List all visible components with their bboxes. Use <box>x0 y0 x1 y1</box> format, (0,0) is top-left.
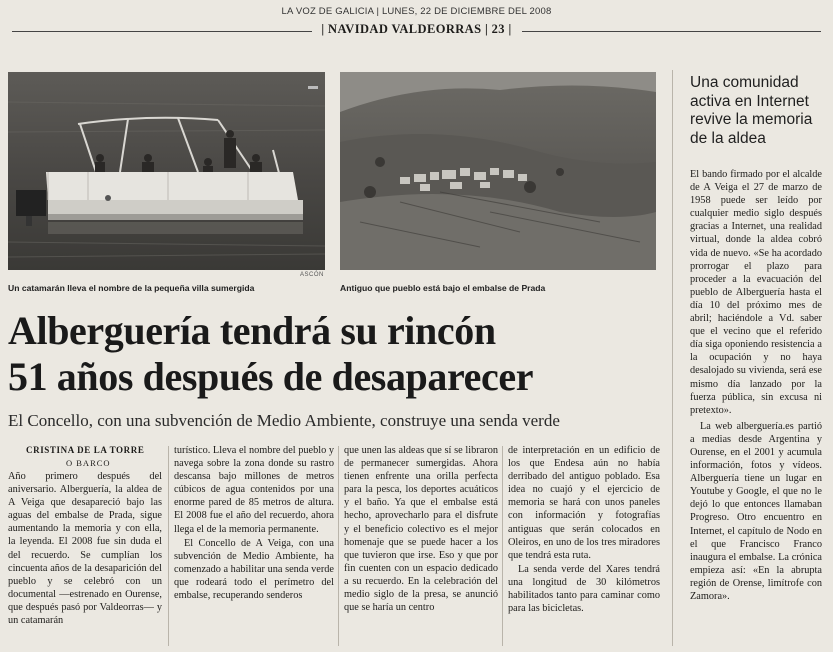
paragraph: La senda verde del Xares tendrá una longitud de 30 kilómetros habilitados tanto para caminar como para las bicicletas. <box>508 563 660 615</box>
byline-author: CRISTINA DE LA TORRE <box>26 445 145 455</box>
section-label: | NAVIDAD VALDEORRAS | 23 | <box>315 22 517 36</box>
paragraph: que unen las aldeas que sí se libraron de permanecer sumergidas. Ahora tienen enfrente una orilla perfecta para la pesca, los deportes acuáticos y el baño. Ya que el embalse está hecho, aprovecharlo para el disfrute y el beneficio colectivo es el mejor homenaje que se puede hacer a los que tuvieron que irse. Eso y que por fin cuenten con un espacio dedicado a su recuerdo. En la celebración del medio siglo de la presa, se anunció que se haría un centro <box>344 445 498 614</box>
photo-credit: ASCÓN <box>300 272 324 278</box>
section-header <box>0 22 833 40</box>
column-divider <box>338 446 339 646</box>
article-column-4 <box>508 444 660 616</box>
paragraph: de interpretación en un edificio de los que Endesa aún no había derribado del antiguo poblado. Esa idea no cuajó y el ejercicio de memoria se hará con unos paneles con información y fotografías antiguas que serán colocados en Oleiros, en uno de los tres miradores que tendrá esta ruta. <box>508 445 660 561</box>
sidebar-title: Una comunidad activa en Internet revive la memoria de la aldea <box>690 74 813 147</box>
photo-caption-catamaran: Un catamarán lleva el nombre de la pequeña villa sumergida <box>8 283 255 293</box>
photo-caption-village: Antiguo que pueblo está bajo el embalse de Prada <box>340 283 546 293</box>
headline-line-1: Alberguería tendrá su rincón <box>8 308 496 353</box>
paragraph: Año primero después del aniversario. Alberguería, la aldea de A Veiga que desapareció bajo las aguas del embalse de Prada, sigue aumentando la memoria y con ella, la leyenda. El 2008 fue sin duda el del recuerdo. Se cumplían los cincuenta años de la desaparición del pueblo y se celebró con un documental —estrenado en Ourense, que después pasó por Valdeorras— y un catamarán <box>8 471 162 627</box>
article-column-2 <box>174 444 334 603</box>
paragraph: El Concello de A Veiga, con una subvención de Medio Ambiente, ha comenzado a habilitar una senda verde que rodeará todo el perímetro del embalse, recuperando senderos <box>174 537 334 602</box>
subhead: El Concello, con una subvención de Medio Ambiente, construye una senda verde <box>8 411 560 430</box>
masthead: LA VOZ DE GALICIA | LUNES, 22 DE DICIEMBRE DEL 2008 <box>281 6 552 17</box>
sidebar-divider <box>672 70 673 646</box>
article-column-1 <box>8 470 162 628</box>
paragraph: La web alberguería.es partió a medias desde Argentina y Ourense, en el 2001 y acumula información, fotos y vídeos. Alberguería tiene un lugar en Youtube y Google, el que no le dejó lo que entonces llamaban Progreso. Otro encuentro en Internet, el capítulo de Nodo en el que Francisco Franco inaugura el embalse. La crónica empieza así: «En la abrupta región de Orense, limítrofe con Zamora». <box>690 420 822 602</box>
sidebar-body <box>690 168 822 606</box>
byline-place: O BARCO <box>66 458 111 468</box>
catamaran-photo <box>8 72 325 270</box>
article-column-3 <box>344 444 498 615</box>
paragraph: turístico. Lleva el nombre del pueblo y navega sobre la zona donde su rastro descansa bajo millones de metros cúbicos de agua contenidos por una enorme pared de 85 metros de altura. El 2008 fue el año del recuerdo, ahora llega el de la memoria permanente. <box>174 445 334 535</box>
column-divider <box>502 446 503 646</box>
village-photo <box>340 72 656 270</box>
headline-line-2: 51 años después de desaparecer <box>8 354 534 399</box>
column-divider <box>168 446 169 646</box>
paragraph: El bando firmado por el alcalde de A Veiga el 27 de marzo de 1958 puede ser leído por cualquier medio siglo después gracias a Internet, una realidad virtual, donde la aldea cobró vida de nuevo. «Se ha acordado prorrogar el plazo para proceder a la evacuación del pueblo de Alberguería hasta el día 10 del próximo mes de abril; haciéndole a Vd. saber que el vecino que el referido día siga oponiendo resistencia a la ocupación y no haya desalojado su vivienda, será ese mismo día lanzado por la fuerza pública, sin excusa ni pretexto». <box>690 169 822 416</box>
